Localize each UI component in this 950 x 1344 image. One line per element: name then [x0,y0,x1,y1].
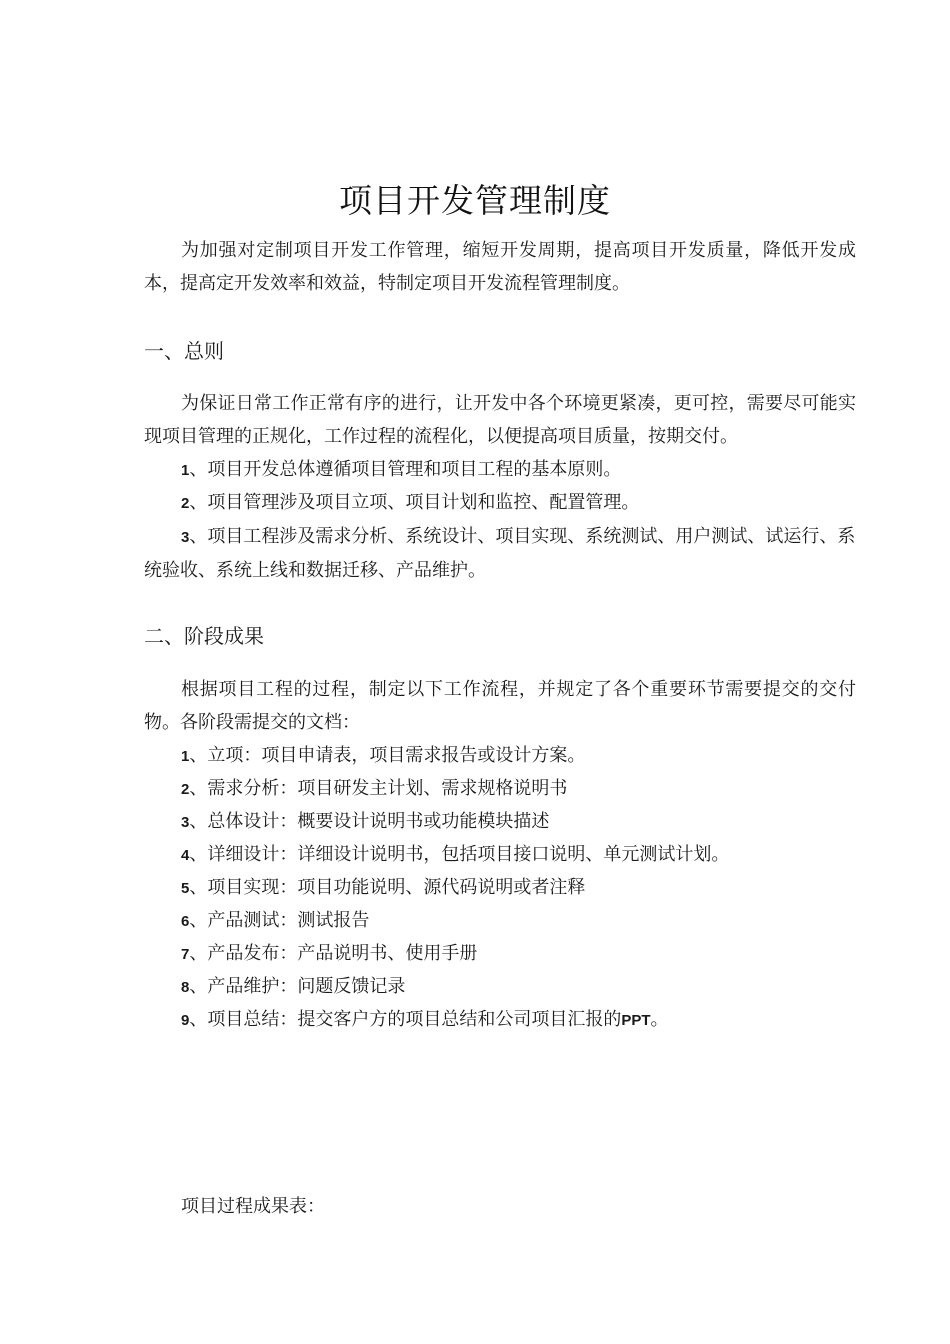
list-item-number: 1 [181,462,190,479]
list-item-text: 、产品发布：产品说明书、使用手册 [189,943,478,964]
list-item-number: 3 [181,814,190,831]
list-item-text: 、总体设计：概要设计说明书或功能模块描述 [189,811,550,832]
list-item [181,937,477,971]
list-item-text: 、项目工程涉及需求分析、系统设计、项目实现、系统测试、用户测试、试运行、系统验收、系统上线和数据迁移、产品维护。 [144,526,856,581]
list-item [181,453,621,487]
list-item [144,520,856,587]
list-item-number: 8 [181,979,190,996]
list-item-number: 6 [181,913,190,930]
list-item-number: 4 [181,847,190,864]
list-item-text: 、产品维护：问题反馈记录 [189,976,406,997]
section2-paragraph: 根据项目工程的过程，制定以下工作流程，并规定了各个重要环节需要提交的交付物。各阶段需提交的文档： [144,679,856,733]
list-item [181,805,549,839]
list-item-end: 。 [650,1009,669,1030]
list-item-text: 、项目实现：项目功能说明、源代码说明或者注释 [189,877,586,898]
list-item [181,970,405,1004]
intro-paragraph: 为加强对定制项目开发工作管理，缩短开发周期，提高项目开发质量，降低开发成本，提高定开发效率和效益，特制定项目开发流程管理制度。 [144,240,856,294]
list-item [181,772,567,806]
list-item [181,739,585,773]
list-item-text: 、产品测试：测试报告 [189,910,370,931]
list-item-number: 3 [181,529,190,546]
list-item-text: 、需求分析：项目研发主计划、需求规格说明书 [189,778,568,799]
list-item [181,838,729,872]
list-item-suffix: PPT [621,1012,651,1029]
table-caption: 项目过程成果表： [181,1196,325,1217]
list-item-number: 9 [181,1012,190,1029]
list-item [181,486,639,520]
section-heading-general: 一、总则 [144,339,224,363]
section1-paragraph: 为保证日常工作正常有序的进行，让开发中各个环境更紧凑，更可控，需要尽可能实现项目管理的正规化，工作过程的流程化，以便提高项目质量，按期交付。 [144,393,856,447]
document-title: 项目开发管理制度 [339,181,611,220]
list-item-number: 1 [181,748,190,765]
list-item-text: 、项目开发总体遵循项目管理和项目工程的基本原则。 [189,459,622,480]
section-heading-deliverables: 二、阶段成果 [144,624,264,648]
list-item [181,871,585,905]
list-item-number: 2 [181,781,190,798]
list-item-text: 、项目管理涉及项目立项、项目计划和监控、配置管理。 [189,492,640,513]
list-item-text: 、立项：项目申请表，项目需求报告或设计方案。 [189,745,586,766]
list-item-number: 2 [181,495,190,512]
list-item [181,1003,669,1037]
list-item-text: 、详细设计：详细设计说明书，包括项目接口说明、单元测试计划。 [189,844,730,865]
list-item-text: 、项目总结：提交客户方的项目总结和公司项目汇报的 [189,1009,622,1030]
list-item [181,904,369,938]
list-item-number: 7 [181,946,190,963]
list-item-number: 5 [181,880,190,897]
